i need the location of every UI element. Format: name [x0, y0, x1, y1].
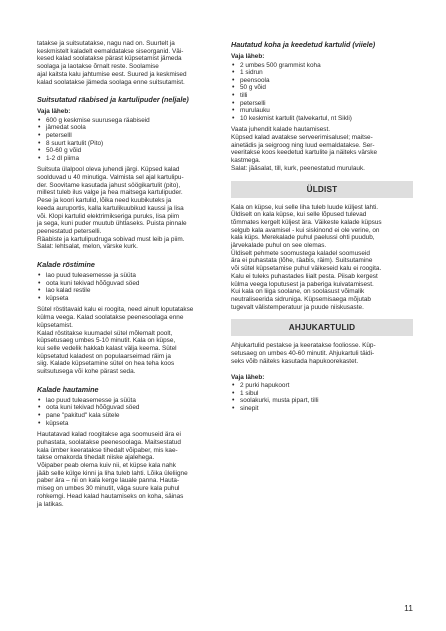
- right-column: [231, 40, 413, 416]
- ingredients-label: Vaja läheb:: [231, 373, 265, 381]
- section-heading-stewed-pike-perch: Hautatud koha ja keedetud kartulid (viiele): [231, 40, 376, 49]
- intro-paragraph: tatakse ja suitsutatakse, nagu nad on. Suurtelt ja keskmistelt kaladelt eemaldatakse siseorganid. Väi- kesed kalad soolatakse pärast küpsetamist jämeda soolaga ja laotakse õrnalt reste. Soolamise ajal kaitsta kalu jahtumise eest. Suured ja keskmised kalad soolatakse jämeda soolaga enne suitsutamist.: [37, 40, 187, 86]
- ingredient-list: [231, 62, 413, 123]
- ingredients-label: Vaja läheb:: [37, 108, 71, 116]
- list-item: • 2 umbes 500 grammist koha: [231, 62, 413, 70]
- recipe-text: Suitsuta ülalpool oleva juhendi järgi. Küpsed kalad soolduvad u 40 minutiga. Valmista sel ajal kartulipu- der. Soovitame kasutada jahust söögikartulit (pito), millest tuleb ilus valge ja hea maitsega kartulipuder. Pese ja koori kartulid, lõika need kuubikuteks ja keeda auruportis, kalla kartulikuubikud kaussi ja lisa või. Klopi kartulid elektrimikseriga puruks, lisa piim ja sega, kuni puder muutub ühtlaseks. Puista pinnale peenestatud peterselli. Räabiste ja kartulipudruga sobivad must leib ja piim. Salat: lehtsalat, melon, värske kurk.: [37, 166, 187, 251]
- left-column: [37, 40, 218, 508]
- list-item: • 1 sibul: [231, 390, 413, 398]
- ingredient-list: [37, 117, 218, 163]
- list-item: • tilli: [231, 92, 413, 100]
- list-item: • 2 purki hapukoort: [231, 382, 413, 390]
- recipe-text: Vaata juhendit kalade hautamisest. Küpsed kalad avatakse serveerimisalusel; maitse- ainetädis ja seigroog ning luud eemaldatakse. Ser- veeritakse koos keedetud kartulite ja näiteks värske kastmega. Salat: jääsalat, till, kurk, peenestatud murulauk.: [231, 126, 377, 172]
- list-item: • 1-2 dl piima: [37, 155, 218, 163]
- list-item: • lao kalad restile: [37, 287, 218, 295]
- section-heading-smoked-vendace: Suitsutatud räabised ja kartulipuder (neljale): [37, 95, 189, 105]
- page-number: 11: [404, 603, 413, 613]
- list-item: • lao puud tuleasemesse ja süüta: [37, 397, 218, 405]
- list-item: • küpseta: [37, 420, 218, 428]
- list-item: • peterselli: [231, 100, 413, 108]
- list-item: • pane "pakitud" kala sütele: [37, 412, 218, 420]
- list-item: • 600 g keskmise suurusega räabiseid: [37, 117, 218, 125]
- section-heading-stewing: Kalade hautamine: [37, 384, 99, 394]
- ingredients-label: Vaja läheb:: [231, 53, 265, 60]
- list-item: • 8 suurt kartulit (Pito): [37, 140, 218, 148]
- stewing-text: Hautatavad kalad roogitakse aga soomuseid ära ei puhastata, soolatakse peenesoolaga. Maitsestatud kala ümber keeratakse tihedalt võipaber, mis kae- takse omakorda tihedalt niiske ajalehega. Võipaber peab olema kuiv nii, et küpse kala nahk jääb selle külge kinni ja liha tuleb lahti. Lõika üleliigne paber ära – nii on kala kerge lauale panna. Hauta- miseg on umbes 30 minutit, väga suure kala puhul rohkemgi. Head kalad hautamiseks on koha, säinas ja latikas.: [37, 431, 188, 508]
- list-item: • oota kuni tekivad hõõguvad söed: [37, 404, 218, 412]
- section-box-baked-potatoes: AHJUKARTULID: [231, 319, 413, 336]
- list-item: • jämedat soola: [37, 124, 218, 132]
- general-text: Kala on küpse, kui selle liha tuleb luude küljest lahti. Üldiselt on kala küpse, kui selle lõpused tulevad tõmmates kergelt küljest ära. Väikeste kalade küpsus selgub kala avamisel - kui siskinond ei ole verine, on kala küps. Merekalade puhul paelussi ohti puudub, järvekalade puhul on see olemas. Üldiselt pehmete soomustega kaladel soomuseid ära ei puhastata (lõhe, räabis, räim). Suitsutamine või sütel küpsetamise puhul väikeseid kalu ei roogita. Kalu ei tuleks puhastades liialt pesta. Piisab kergest külma veega loputusest ja paberiga kuivatamisest. Kui kala on liiga soolane, on soolasust võimalik neutraliseerida sidruniga. Küpsemisaega mõjutab tugevalt välistemperatuur ja puude niiskusaste.: [231, 203, 382, 311]
- step-list: [37, 272, 218, 302]
- list-item: • sinepit: [231, 405, 413, 413]
- roasting-text: Sütel röstitavaid kalu ei roogita, need ainult loputatakse külma veega. Kalad soolatakse peenesoolaga enne küpsetamist. Kalad röstitakse kuumadel sütel mõlemalt poolt, küpsetusaeg umbes 5-10 minutit. Kala on küpse, kui selle vedelik hakkab kalast välja keema. Sütel küpsetatud kaladest on populaarseimad räim ja siig. Kalade küpsetamine sütel on hea teha koos suitsutusega või kohe pärast seda.: [37, 306, 194, 376]
- list-item: • 50 g võid: [231, 84, 413, 92]
- list-item: • 10 keskmist kartulit (talvekartul, nt Sikli): [231, 115, 413, 123]
- list-item: • 50-60 g võid: [37, 147, 218, 155]
- list-item: • petersellI: [37, 132, 218, 140]
- ingredient-list: [231, 382, 413, 412]
- baked-potatoes-text: Ahjukartulid pestakse ja keeratakse fooliosse. Küp- setusaeg on umbes 40-60 minutit. Ahjukartuli täidi- seks võib näiteks kasutada hapukoorekastet.: [231, 342, 376, 365]
- step-list: [37, 397, 218, 427]
- list-item: • soolakurki, musta pipart, tilli: [231, 397, 413, 405]
- section-heading-roasting: Kalade röstimine: [37, 260, 95, 270]
- list-item: • 1 sidrun: [231, 69, 413, 77]
- list-item: • murulauku: [231, 107, 413, 115]
- list-item: • lao puud tuleasemesse ja süüta: [37, 272, 218, 280]
- list-item: • oota kuni tekivad hõõguvad söed: [37, 280, 218, 288]
- list-item: • peensoola: [231, 77, 413, 85]
- section-box-general: ÜLDIST: [231, 181, 413, 198]
- list-item: • küpseta: [37, 295, 218, 303]
